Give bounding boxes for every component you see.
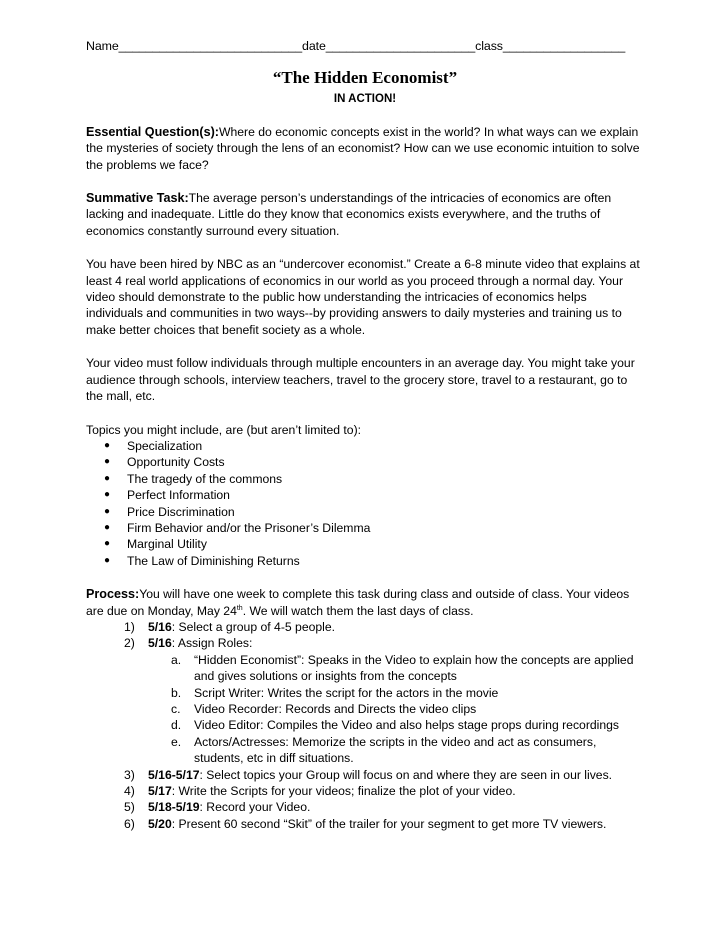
worksheet-page (86, 38, 644, 832)
bullet-icon: ● (104, 538, 111, 550)
topic-item: ● Perfect Information (104, 488, 230, 503)
role-item: b. Script Writer: Writes the script for the actors in the movie (171, 685, 499, 700)
summative-task-text: The average person’s understandings of the intricacies of economics are often lacking and inadequate. Little do they know that economics exists everywhere, and the truths of economics constantly surround every situation. (86, 191, 612, 238)
header-line (86, 38, 644, 54)
topic-item: ● Marginal Utility (104, 537, 207, 552)
summative-task (86, 190, 644, 239)
process-section (86, 586, 644, 832)
essential-question-label: Essential Question(s): (86, 124, 219, 139)
process-paragraph: Process:You will have one week to complete this task during class and outside of class. Your videos are due on Monday, May 24th. We will watch them the last days of class. (86, 587, 630, 618)
bullet-icon: ● (104, 456, 111, 468)
summative-task-label: Summative Task: (86, 191, 189, 206)
bullet-icon: ● (104, 472, 111, 484)
bullet-icon: ● (104, 554, 111, 566)
role-item: e. Actors/Actresses: Memorize the scripts in the video and act as consumers, students, etc in diff situations. (171, 734, 597, 766)
class-blank: __________________ (502, 39, 626, 53)
topics-section (86, 422, 644, 570)
process-steps (86, 619, 644, 832)
date-blank: ______________________ (325, 39, 476, 53)
follow-paragraph: Your video must follow individuals through multiple encounters in an average day. You might take your audience through schools, interview teachers, travel to the grocery store, travel to a restaurant, go to the mall, etc. (86, 356, 635, 404)
bullet-icon: ● (104, 521, 111, 533)
process-step: 5) 5/18-5/19: Record your Video. (124, 800, 311, 815)
topic-item: ● The Law of Diminishing Returns (104, 553, 300, 568)
process-step: 3) 5/16-5/17: Select topics your Group will focus on and where they are seen in our lives. (124, 767, 613, 782)
process-step: 6) 5/20: Present 60 second “Skit” of the trailer for your segment to get more TV viewers. (124, 816, 607, 831)
topics-intro: Topics you might include, are (but aren’t limited to): (86, 422, 362, 437)
roles-list (148, 652, 644, 767)
role-item: c. Video Recorder: Records and Directs the video clips (171, 702, 477, 716)
bullet-icon: ● (104, 489, 111, 501)
essential-question (86, 124, 644, 173)
bullet-icon: ● (104, 505, 111, 517)
topic-item: ● The tragedy of the commons (104, 471, 283, 486)
hired-paragraph: You have been hired by NBC as an “undercover economist.” Create a 6-8 minute video that explains at least 4 real world applications of economics in our world as you proceed through a normal day. Your video should demonstrate to the public how understanding the intricacies of economics helps individuals and communities in two ways--by providing answers to daily mysteries and training us to make better choices that benefit society as a whole. (86, 257, 640, 337)
date-label: date (302, 39, 326, 53)
name-blank: ___________________________ (118, 39, 303, 53)
topic-item: ● Opportunity Costs (104, 455, 225, 470)
topic-item: ● Price Discrimination (104, 504, 235, 519)
process-label: Process: (86, 587, 140, 602)
essential-question-text: Where do economic concepts exist in the world? In what ways can we explain the mysteries of society through the lens of an economist? How can we use economic intuition to solve the problems we face? (86, 124, 640, 172)
topic-item: ● Firm Behavior and/or the Prisoner’s Dilemma (104, 520, 371, 535)
process-step: 2) 5/16: Assign Roles: a. “Hidden Economist”: Speaks in the Video to explain how the concepts are applied and gives solutions or insights from the concepts b. Script Writer: Writes the script for the actors in the movie c. Video Recorder: Records and Directs the video clips d. Video Editor: Compiles the Video and also helps stage props during recordings e. Actors/Actresses: Memorize the scripts in the video and act as consumers, students, etc in diff situations. (86, 635, 644, 766)
role-item: a. “Hidden Economist”: Speaks in the Video to explain how the concepts are applied and gives solutions or insights from the concepts (171, 652, 634, 684)
bullet-icon: ● (104, 439, 111, 451)
process-step: 1) 5/16: Select a group of 4-5 people. (124, 619, 336, 634)
topics-list (86, 438, 644, 569)
topic-item: ● Specialization (104, 438, 203, 453)
page-subtitle: IN ACTION! (333, 93, 397, 106)
role-item: d. Video Editor: Compiles the Video and also helps stage props during recordings (171, 718, 620, 733)
class-label: class (475, 39, 503, 53)
process-step: 4) 5/17: Write the Scripts for your videos; finalize the plot of your video. (124, 784, 516, 799)
name-label: Name (86, 39, 119, 53)
page-title: “The Hidden Economist” (272, 68, 458, 88)
